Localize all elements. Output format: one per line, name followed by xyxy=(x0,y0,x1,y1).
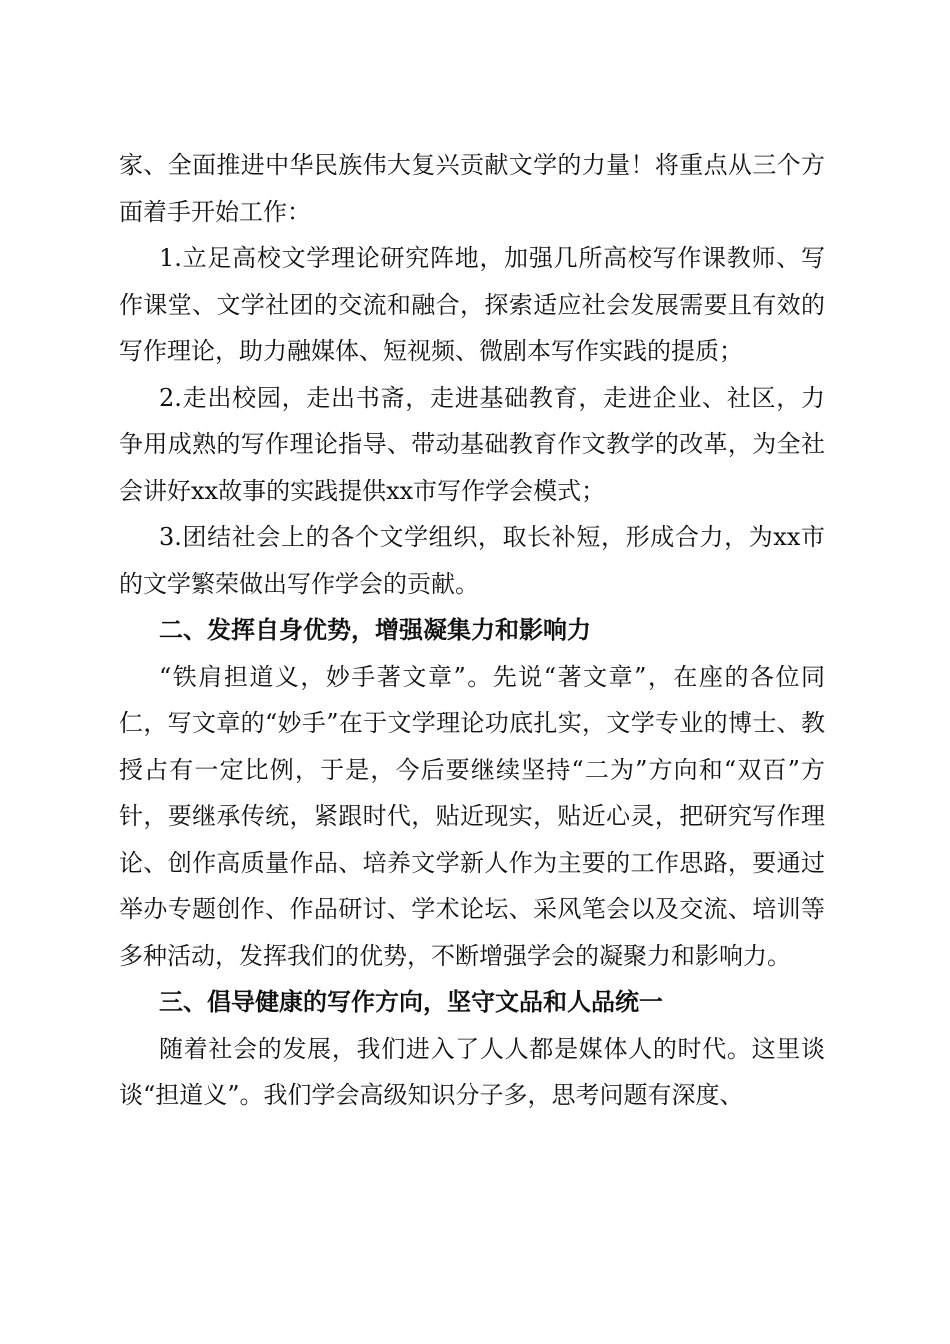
paragraph-section-2: “铁肩担道义，妙手著文章”。先说“著文章”，在座的各位同仁，写文章的“妙手”在于文学理论功底扎实，文学专业的博士、教授占有一定比例，于是，今后要继续坚持“二为”方向和“双百”方针，要继承传统，紧跟时代，贴近现实，贴近心灵，把研究写作理论、创作高质量作品、培养文学新人作为主要的工作思路，要通过举办专题创作、作品研讨、学术论坛、采风笔会以及交流、培训等多种活动，发挥我们的优势，不断增强学会的凝聚力和影响力。 xyxy=(119,662,825,970)
paragraph-continuation: 家、全面推进中华民族伟大复兴贡献文学的力量！将重点从三个方面着手开始工作： xyxy=(119,151,825,226)
paragraph-item-3: 3.团结社会上的各个文学组织，取长补短，形成合力，为xx市的文学繁荣做出写作学会的贡献。 xyxy=(119,523,825,598)
paragraph-item-2: 2.走出校园，走出书斋，走进基础教育，走进企业、社区，力争用成熟的写作理论指导、带动基础教育作文教学的改革，为全社会讲好xx故事的实践提供xx市写作学会模式； xyxy=(119,383,825,505)
paragraph-section-3: 随着社会的发展，我们进入了人人都是媒体人的时代。这里谈谈“担道义”。我们学会高级知识分子多，思考问题有深度、 xyxy=(119,1034,825,1109)
paragraph-item-1: 1.立足高校文学理论研究阵地，加强几所高校写作课教师、写作课堂、文学社团的交流和融合，探索适应社会发展需要且有效的写作理论，助力融媒体、短视频、微剧本写作实践的提质； xyxy=(119,244,825,365)
section-heading-3: 三、倡导健康的写作方向，坚守文品和人品统一 xyxy=(159,988,663,1016)
section-heading-2: 二、发挥自身优势，增强凝集力和影响力 xyxy=(159,616,591,644)
document-body xyxy=(119,142,825,1119)
